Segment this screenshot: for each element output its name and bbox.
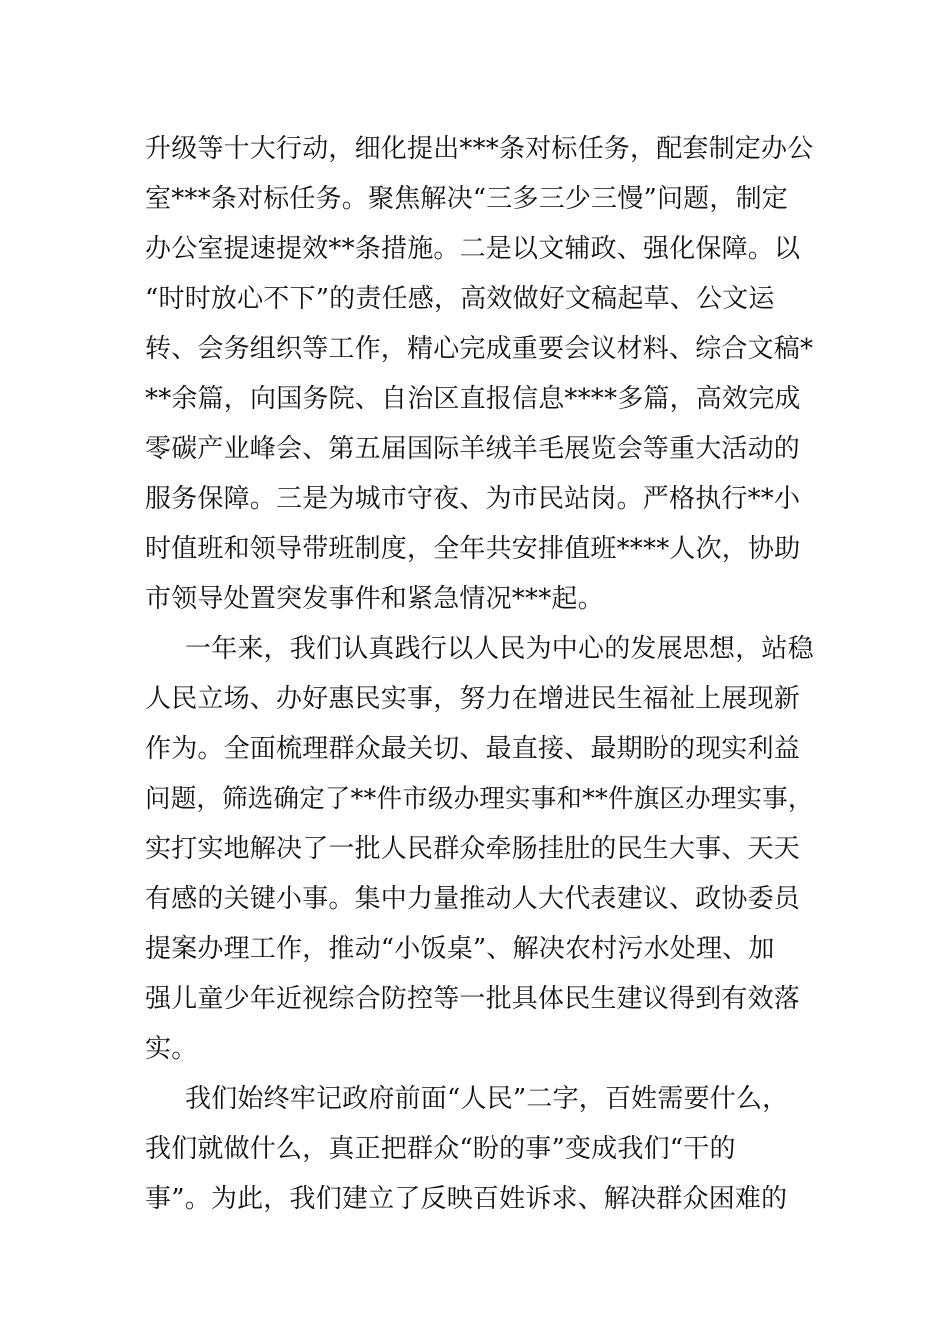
text-line: 我们就做什么，真正把群众“盼的事”变成我们“干的 (145, 1134, 736, 1164)
text-line: “时时放心不下”的责任感，高效做好文稿起草、公文运 (145, 284, 775, 314)
text-line: **余篇，向国务院、自治区直报信息****多篇，高效完成 (145, 384, 801, 414)
text-line: 服务保障。三是为城市守夜、为市民站岗。严格执行**小 (145, 484, 801, 514)
text-line: 零碳产业峰会、第五届国际羊绒羊毛展览会等重大活动的 (145, 434, 801, 464)
text-line: 有感的关键小事。集中力量推动人大代表建议、政协委员 (145, 884, 801, 914)
text-line: 实打实地解决了一批人民群众牵肠挂肚的民生大事、天天 (145, 834, 801, 864)
text-line: 我们始终牢记政府前面“人民”二字，百姓需要什么， (185, 1084, 789, 1114)
text-line: 事”。为此，我们建立了反映百姓诉求、解决群众困难的 (145, 1184, 788, 1214)
text-line: 作为。全面梳理群众最关切、最直接、最期盼的现实利益 (145, 734, 801, 764)
text-line: 强儿童少年近视综合防控等一批具体民生建议得到有效落 (145, 984, 801, 1014)
text-line: 实。 (145, 1034, 198, 1064)
text-line: 人民立场、办好惠民实事，努力在增进民生福祉上展现新 (145, 684, 801, 714)
text-line: 一年来，我们认真践行以人民为中心的发展思想，站稳 (185, 634, 814, 664)
text-line: 升级等十大行动，细化提出***条对标任务，配套制定办公 (145, 134, 814, 164)
text-line: 室***条对标任务。聚焦解决“三多三少三慢”问题，制定 (145, 184, 788, 214)
text-line: 市领导处置突发事件和紧急情况***起。 (145, 584, 604, 614)
text-line: 提案办理工作，推动“小饭桌”、解决农村污水处理、加 (145, 934, 775, 964)
text-line: 办公室提速提效**条措施。二是以文辅政、强化保障。以 (145, 234, 801, 264)
text-line: 转、会务组织等工作，精心完成重要会议材料、综合文稿* (145, 334, 814, 364)
text-line: 问题，筛选确定了**件市级办理实事和**件旗区办理实事， (145, 784, 814, 814)
text-line: 时值班和领导带班制度，全年共安排值班****人次，协助 (145, 534, 801, 564)
